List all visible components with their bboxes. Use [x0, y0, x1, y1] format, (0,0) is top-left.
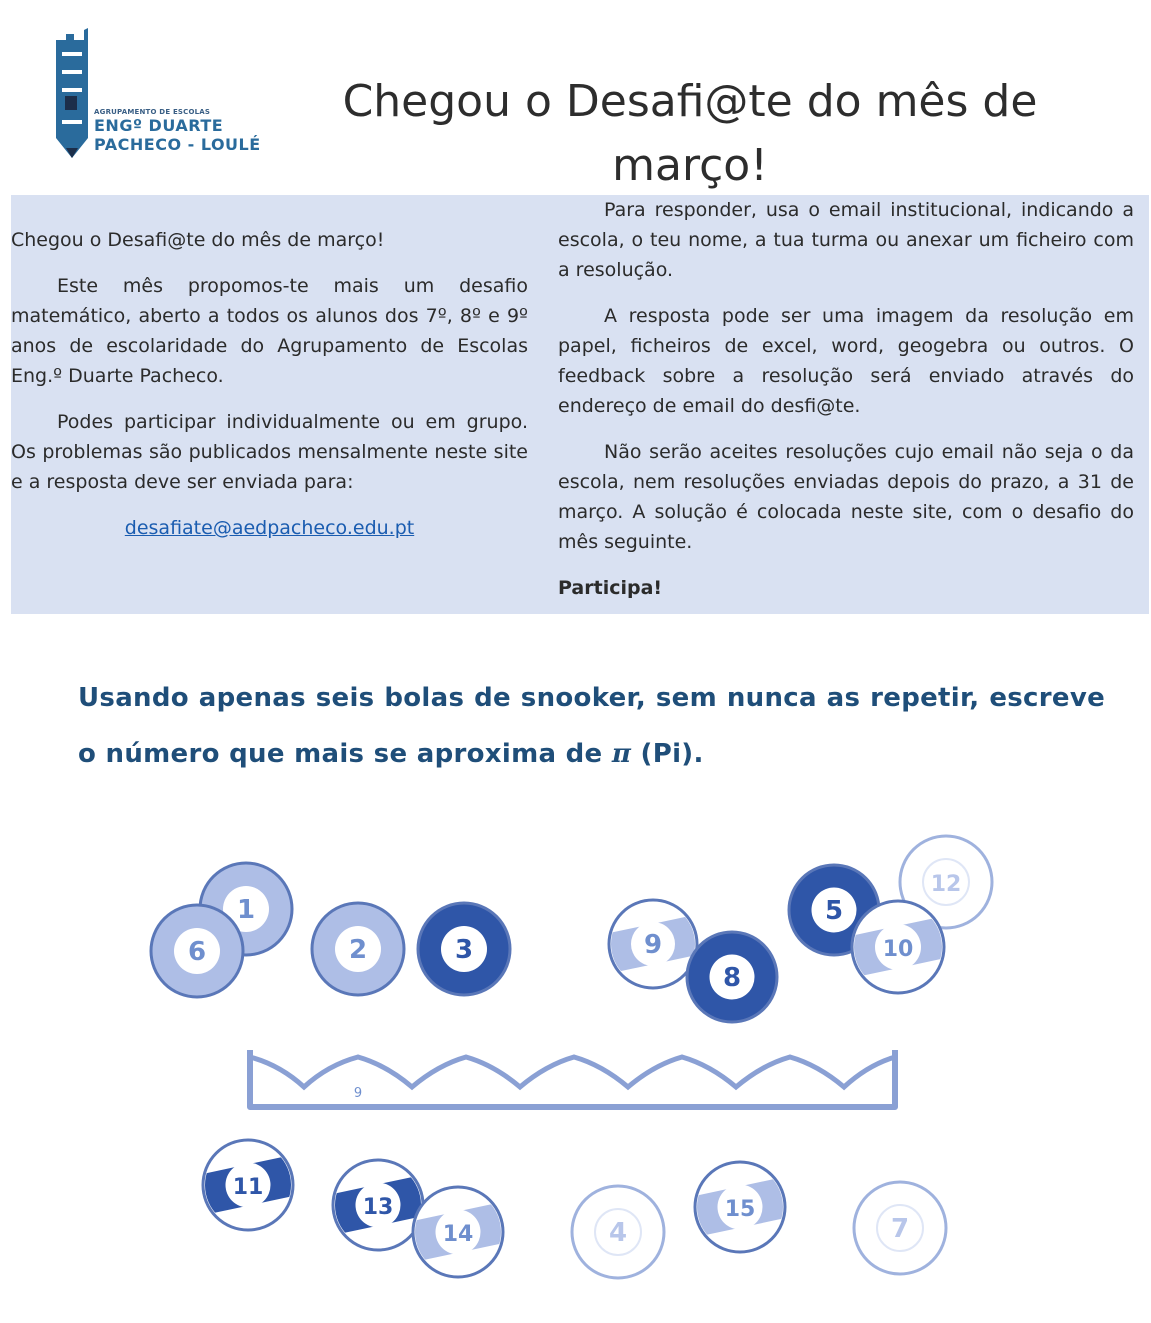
school-logo	[50, 26, 265, 166]
snooker-ball-4	[572, 1186, 664, 1278]
ball-number: 5	[824, 896, 844, 926]
ball-number: 9	[643, 930, 663, 960]
call-to-action: Participa!	[558, 577, 663, 599]
page-title: Chegou o Desafi@te do mês de março!	[342, 76, 1038, 191]
snooker-ball-10	[849, 901, 948, 993]
ball-number: 12	[930, 872, 962, 897]
ball-number: 6	[187, 937, 207, 967]
snooker-ball-8	[687, 932, 777, 1022]
ball-number: 3	[454, 935, 474, 965]
question-text: Usando apenas seis bolas de snooker, sem nunca as repetir, escreve o número que mais se aproxima de	[78, 683, 1105, 769]
ball-number: 7	[890, 1214, 910, 1244]
rack-tray	[250, 1050, 895, 1107]
email-link[interactable]: desafiate@aedpacheco.edu.pt	[124, 517, 415, 539]
instructions-paragraph: Para responder, usa o email institucional, indicando a escola, o teu nome, a tua turma ou anexar um ficheiro com a resolução.	[558, 199, 1134, 281]
intro-paragraph: Este mês propomos-te mais um desafio matemático, aberto a todos os alunos dos 7º, 8º e 9º anos de escolaridade do Agrupamento de Escolas Eng.º Duarte Pacheco.	[11, 275, 528, 387]
pi-symbol: π	[611, 739, 632, 769]
snooker-ball-2	[312, 903, 404, 995]
snooker-ball-14	[410, 1187, 506, 1277]
intro-greeting: Chegou o Desafi@te do mês de março!	[11, 229, 385, 251]
logo-line-3: PACHECO - LOULÉ	[94, 135, 261, 154]
logo-text	[94, 108, 269, 154]
ball-number: 1	[236, 895, 256, 925]
intro-left-column	[11, 225, 528, 543]
logo-line-1: AGRUPAMENTO DE ESCOLAS	[94, 108, 211, 116]
challenge-question	[78, 670, 1105, 782]
snooker-ball-3	[418, 903, 510, 995]
question-text-end: (Pi).	[631, 739, 704, 769]
instructions-paragraph: A resposta pode ser uma imagem da resolução em papel, ficheiros de excel, word, geogebra ou outros. O feedback sobre a resolução será enviado através do endereço de email do desfi@te.	[558, 305, 1134, 417]
snooker-ball-11	[200, 1140, 296, 1230]
intro-paragraph: Podes participar individualmente ou em grupo. Os problemas são publicados mensalmente neste site e a resposta deve ser enviada para:	[11, 411, 528, 493]
ball-number: 11	[232, 1175, 264, 1200]
intro-right-column	[558, 195, 1134, 603]
rack-label: 9	[353, 1086, 363, 1101]
snooker-ball-7	[854, 1182, 946, 1274]
snooker-ball-6	[151, 905, 243, 997]
instructions-paragraph: Não serão aceites resoluções cujo email não seja o da escola, nem resoluções enviadas depois do prazo, a 31 de março. A solução é colocada neste site, com o desafio do mês seguinte.	[558, 441, 1134, 553]
ball-number: 14	[442, 1222, 474, 1247]
ball-number: 10	[882, 937, 914, 962]
ball-number: 2	[348, 935, 368, 965]
intro-panel	[11, 195, 1149, 614]
logo-line-2: ENGº DUARTE	[94, 116, 224, 135]
ball-number: 4	[608, 1218, 628, 1248]
snooker-ball-15	[692, 1162, 788, 1252]
ball-number: 13	[362, 1195, 394, 1220]
ball-number: 8	[722, 963, 742, 993]
snooker-balls-illustration	[140, 825, 1020, 1295]
ball-number: 15	[724, 1197, 756, 1222]
